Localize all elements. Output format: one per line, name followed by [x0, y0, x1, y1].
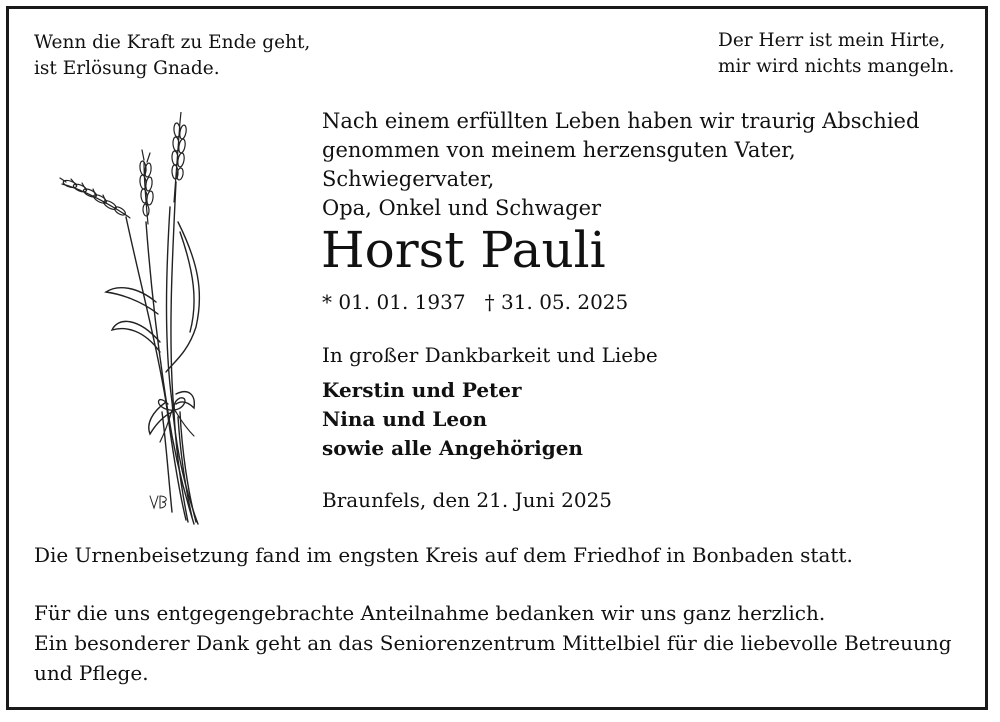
life-dates [322, 288, 628, 316]
intro-text [322, 107, 962, 223]
intro-line-2: genommen von meinem herzensguten Vater, Schwiegervater, [322, 138, 796, 191]
place-date: Braunfels, den 21. Juni 2025 [322, 488, 613, 512]
intro-line-1: Nach einem erfüllten Leben haben wir traurig Abschied [322, 109, 920, 133]
deceased-name: Horst Pauli [321, 221, 606, 279]
note-line-2: Ein besonderer Dank geht an das Seniorenzentrum Mittelbiel für die liebevolle Betreuung [34, 631, 952, 655]
quote-left [34, 30, 310, 82]
quote-right-line-2: mir wird nichts mangeln. [718, 56, 955, 77]
quote-left-line-2: ist Erlösung Gnade. [34, 58, 220, 79]
gratitude-note [34, 598, 964, 688]
death-date: † 31. 05. 2025 [484, 290, 629, 314]
burial-notice: Die Urnenbeisetzung fand im engsten Kreis auf dem Friedhof in Bonbaden statt. [34, 543, 853, 567]
family-list [322, 376, 583, 463]
birth-date: * 01. 01. 1937 [322, 290, 466, 314]
quote-right [718, 28, 954, 80]
note-line-3: und Pflege. [34, 661, 149, 685]
family-member: Nina und Leon [322, 407, 488, 431]
quote-left-line-1: Wenn die Kraft zu Ende geht, [34, 32, 311, 53]
note-line-1: Für die uns entgegengebrachte Anteilnahme bedanken wir uns ganz herzlich. [34, 601, 826, 625]
quote-right-line-1: Der Herr ist mein Hirte, [718, 30, 946, 51]
family-member: Kerstin und Peter [322, 378, 522, 402]
family-member: sowie alle Angehörigen [322, 436, 583, 460]
wheat-bundle-icon [48, 112, 218, 536]
thanks-line: In großer Dankbarkeit und Liebe [322, 343, 658, 367]
intro-line-3: Opa, Onkel und Schwager [322, 196, 602, 220]
